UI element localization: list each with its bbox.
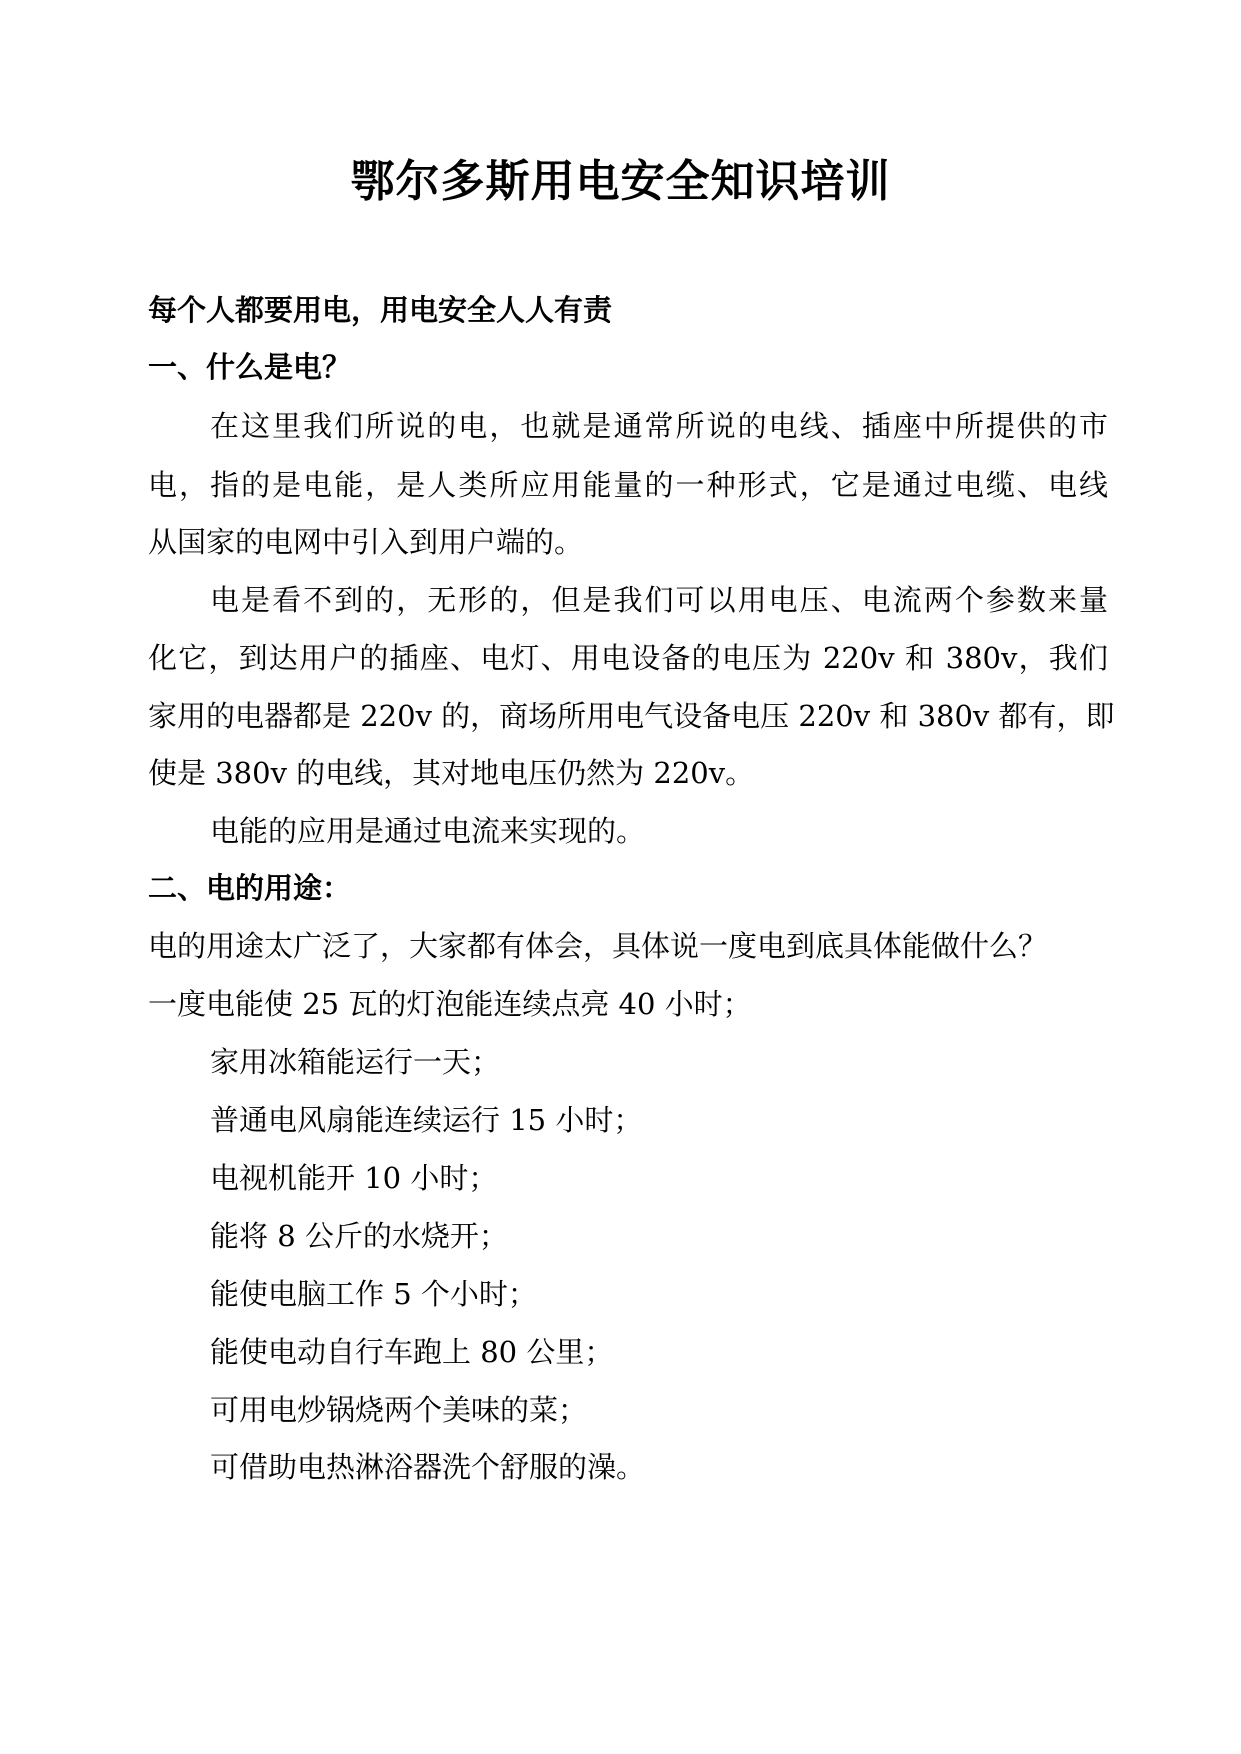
use-item: 能使电动自行车跑上 80 公里；	[210, 1335, 614, 1369]
section-1-para-2-line-1: 电是看不到的，无形的，但是我们可以用电压、电流两个参数来量	[210, 583, 1108, 617]
use-item: 能使电脑工作 5 个小时；	[210, 1277, 537, 1311]
use-item: 可借助电热淋浴器洗个舒服的澡。	[210, 1450, 646, 1484]
section-1-para-1-line-2: 电，指的是电能，是人类所应用能量的一种形式，它是通过电缆、电线	[148, 468, 1108, 502]
section-1-para-1-line-1: 在这里我们所说的电，也就是通常所说的电线、插座中所提供的市	[210, 409, 1108, 443]
slogan-heading: 每个人都要用电，用电安全人人有责	[148, 293, 613, 327]
section-1-para-2-line-4: 使是 380v 的电线，其对地电压仍然为 220v。	[148, 756, 755, 790]
use-item: 可用电炒锅烧两个美味的菜；	[210, 1393, 588, 1427]
section-2-intro: 电的用途太广泛了，大家都有体会，具体说一度电到底具体能做什么？	[148, 929, 1048, 963]
section-1-para-3: 电能的应用是通过电流来实现的。	[210, 814, 646, 848]
section-1-para-1-line-3: 从国家的电网中引入到用户端的。	[148, 525, 584, 559]
section-1-para-2-line-2: 化它，到达用户的插座、电灯、用电设备的电压为 220v 和 380v，我们	[148, 641, 1108, 675]
section-1-para-2-line-3: 家用的电器都是 220v 的，商场所用电气设备电压 220v 和 380v 都有，即	[148, 699, 1115, 733]
section-1-heading: 一、什么是电？	[148, 350, 352, 384]
use-item: 家用冰箱能运行一天；	[210, 1045, 501, 1079]
section-2-heading: 二、电的用途：	[148, 871, 352, 905]
use-item: 电视机能开 10 小时；	[210, 1161, 498, 1195]
document-title: 鄂尔多斯用电安全知识培训	[350, 156, 891, 207]
section-2-first-use: 一度电能使 25 瓦的灯泡能连续点亮 40 小时；	[148, 987, 752, 1021]
use-item: 普通电风扇能连续运行 15 小时；	[210, 1103, 643, 1137]
use-item: 能将 8 公斤的水烧开；	[210, 1219, 508, 1253]
